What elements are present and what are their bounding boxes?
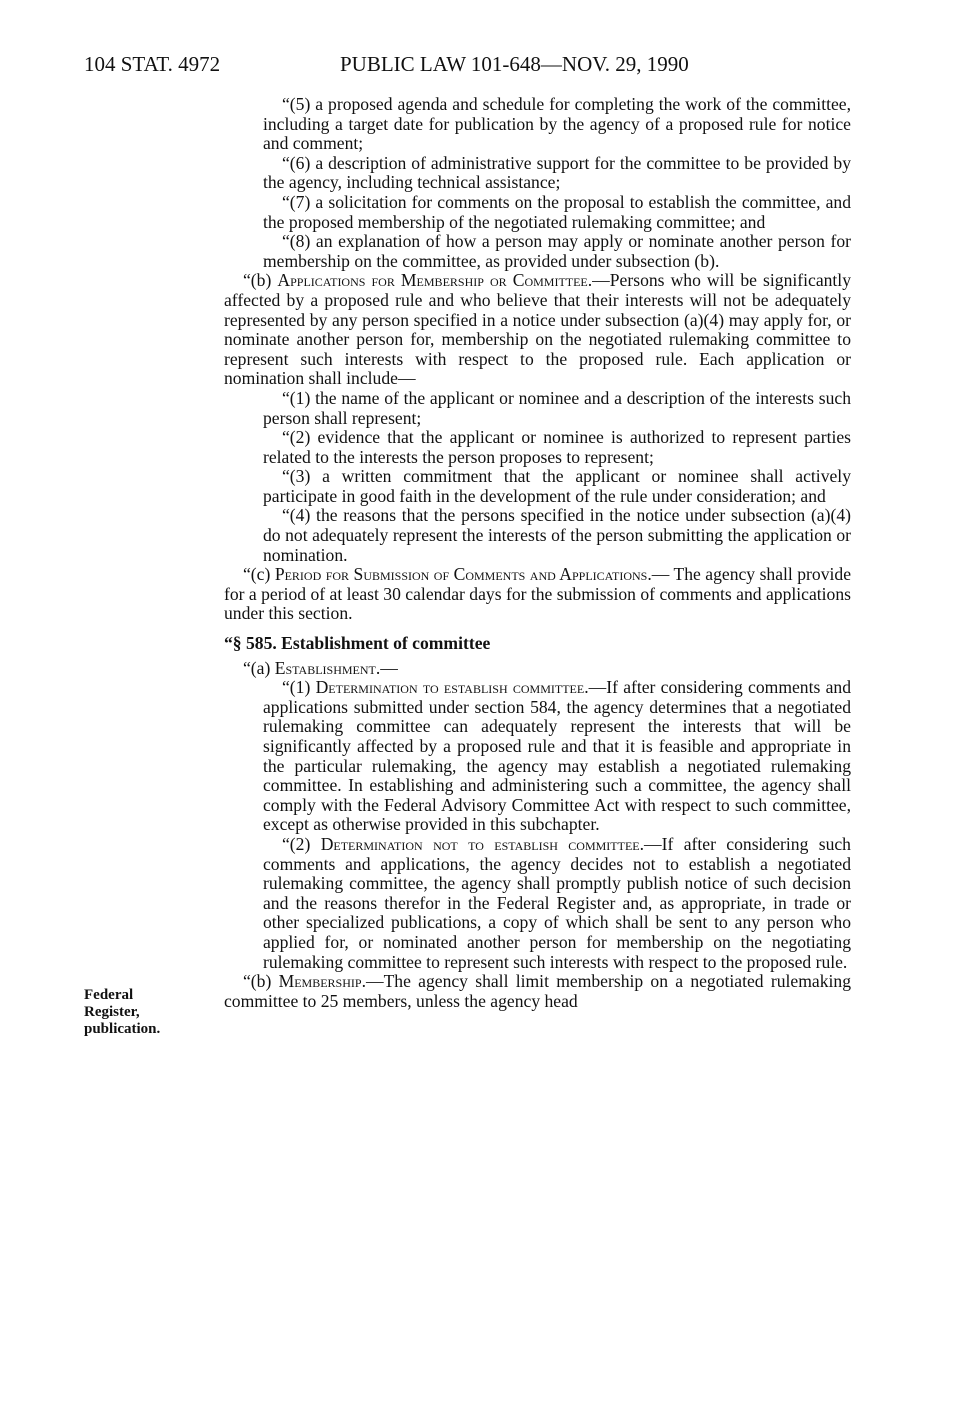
paragraph-a1-heading: Determination to establish committee.	[315, 677, 589, 698]
page-number: 104 STAT. 4972	[84, 52, 221, 76]
paragraph-b2: “(2) evidence that the applicant or nominee is authorized to represent parties related to the interests the person proposes to represent;	[263, 427, 851, 467]
paragraph-6: “(6) a description of administrative support for the committee to be provided by the agency, including technical assistance;	[263, 152, 851, 193]
margin-note-line: Register,	[84, 1004, 140, 1020]
paragraph-a2: “(2) Determination not to establish committee.—If after considering such comments and applications, the agency decides not to establish a negotiated rulemaking committee, the agency shall promptly publish notice of such decision and the reasons therefor in the Federal Register and, as appropriate, in trade or other specialized publications, a copy of which shall be sent to any person who applied for, or nominated another person for membership on the negotiating rulemaking committee to represent such interests with respect to the proposed rule.	[263, 833, 851, 972]
paragraph-5: “(5) a proposed agenda and schedule for completing the work of the committee, including a target date for publication by the agency of a proposed rule for notice and comment;	[263, 94, 851, 154]
body-text	[224, 95, 851, 1011]
margin-note-line: Federal	[84, 987, 134, 1003]
margin-note-line: publication.	[84, 1021, 161, 1037]
subsection-a-heading: Establishment.	[274, 657, 381, 678]
subsection-b-membership: “(b) Membership.—The agency shall limit membership on a negotiated rulemaking committee to 25 members, unless the agency head	[224, 971, 851, 1011]
section-heading: “§ 585. Establishment of committee	[224, 633, 491, 654]
law-title: PUBLIC LAW 101-648—NOV. 29, 1990	[340, 52, 689, 76]
margin-note	[84, 987, 194, 1038]
membership-heading: Membership.	[278, 971, 366, 992]
paragraph-7: “(7) a solicitation for comments on the proposal to establish the committee, and the proposed membership of the negotiated rulemaking committee; and	[263, 191, 851, 232]
subsection-c: “(c) Period for Submission of Comments and Applications.— The agency shall provide for a period of at least 30 calendar days for the submission of comments and applications under this section.	[224, 564, 852, 624]
paragraph-a2-heading: Determination not to establish committee.	[320, 833, 645, 854]
paragraph-b1: “(1) the name of the applicant or nominee and a description of the interests such person shall represent;	[263, 387, 851, 428]
paragraph-b3: “(3) a written commitment that the applicant or nominee shall actively participate in good faith in the development of the rule under consideration; and	[263, 466, 851, 506]
paragraph-a1: “(1) Determination to establish committee.—If after considering comments and applications submitted under section 584, the agency determines that a negotiated rulemaking committee can adequately represent the interests that will be significantly affected by a proposed rule and that it is feasible and appropriate in the particular rulemaking, the agency may establish a negotiated rulemaking committee. In establishing and administering such a committee, the agency shall comply with the Federal Advisory Committee Act with respect to such committee, except as otherwise provided in this subchapter.	[263, 677, 852, 835]
subsection-b: “(b) Applications for Membership or Committee.—Persons who will be significantly affected by a proposed rule and who believe that their interests will not be adequately represented by any person specified in a notice under subsection (a)(4) may apply for, or nominate another person for, membership on the negotiated rulemaking committee to represent such interests with respect to the proposed rule. Each application or nomination shall include—	[224, 270, 851, 389]
subsection-b-heading: Applications for Membership or Committee.	[277, 270, 593, 291]
running-header	[84, 52, 884, 80]
subsection-a: “(a) Establishment.—	[243, 657, 398, 678]
paragraph-b4: “(4) the reasons that the persons specified in the notice under subsection (a)(4) do not adequately represent the interests of the person submitting the application or nomination.	[263, 505, 851, 565]
paragraph-8: “(8) an explanation of how a person may apply or nominate another person for membership on the committee, as provided under subsection (b).	[263, 231, 851, 271]
subsection-c-heading: Period for Submission of Comments and Applications.	[274, 564, 652, 585]
